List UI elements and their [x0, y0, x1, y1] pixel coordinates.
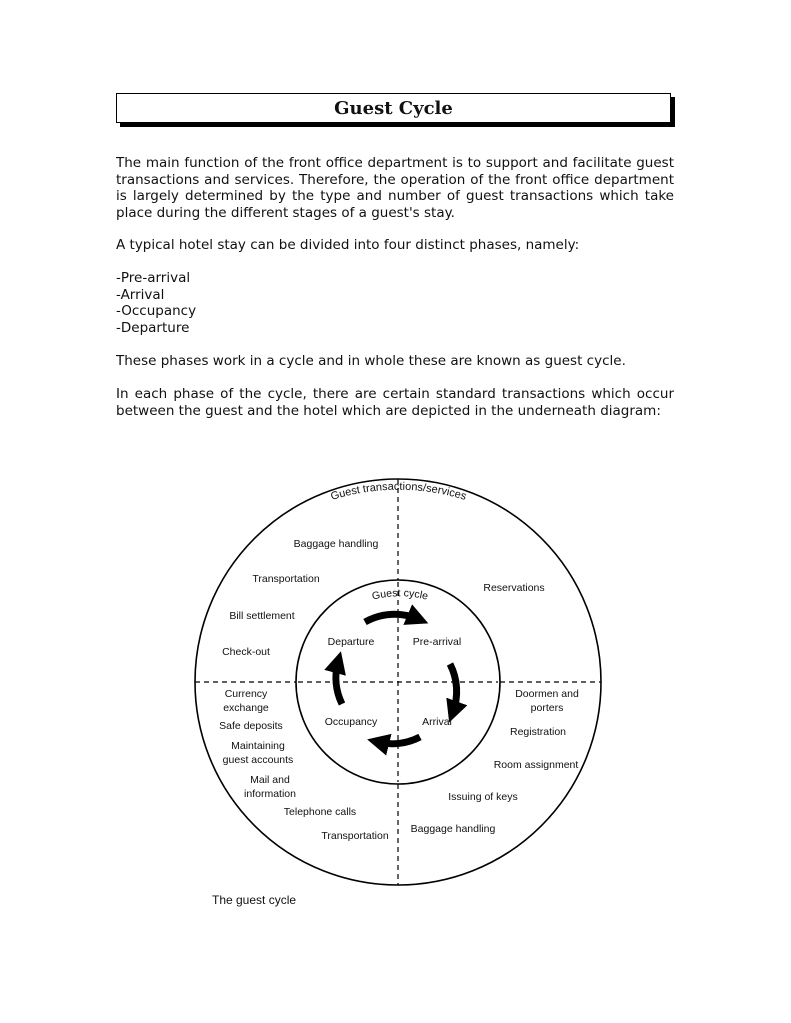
br-porters: porters — [530, 702, 564, 714]
phase-item: -Departure — [116, 320, 190, 337]
bl-telephone-calls: Telephone calls — [283, 806, 357, 818]
tr-reservations: Reservations — [483, 582, 545, 594]
phase-occupancy: Occupancy — [324, 716, 378, 728]
guest-cycle-svg — [120, 462, 680, 922]
tl-bill-settlement: Bill settlement — [229, 610, 295, 622]
tl-baggage-handling: Baggage handling — [293, 538, 379, 550]
phases-intro-paragraph: A typical hotel stay can be divided into four distinct phases, namely: — [116, 237, 580, 253]
bl-maintaining: Maintaining — [231, 740, 285, 752]
diagram-intro-paragraph: In each phase of the cycle, there are certain standard transactions which occur between the guest and the hotel which are depicted in the underneath diagram: — [116, 386, 674, 419]
diagram-caption: The guest cycle — [212, 893, 297, 907]
guest-cycle-diagram — [120, 462, 680, 922]
arrow-occupancy-to-departure — [336, 662, 342, 704]
phase-list — [116, 270, 196, 337]
page-title: Guest Cycle — [334, 97, 453, 119]
br-doormen-and: Doormen and — [515, 688, 579, 700]
phase-item: -Occupancy — [116, 303, 197, 320]
bl-mail-and: Mail and — [250, 774, 290, 786]
bl-exchange: exchange — [223, 702, 269, 714]
br-baggage-handling: Baggage handling — [410, 823, 496, 835]
phase-item: -Arrival — [116, 286, 165, 303]
arrow-prearrival-to-arrival — [450, 664, 457, 712]
bl-currency: Currency — [224, 688, 268, 700]
br-issuing-of-keys: Issuing of keys — [448, 791, 518, 803]
br-room-assignment: Room assignment — [493, 759, 579, 771]
bl-safe-deposits: Safe deposits — [219, 720, 283, 732]
bl-information: information — [244, 788, 296, 800]
arrow-departure-to-prearrival — [365, 614, 418, 622]
title-box — [116, 93, 671, 123]
cycle-note-paragraph: These phases work in a cycle and in whole these are known as guest cycle. — [116, 353, 626, 369]
bl-transportation: Transportation — [321, 830, 389, 842]
arrow-arrival-to-occupancy — [378, 737, 420, 744]
phase-arrival: Arrival — [422, 716, 452, 728]
outer-ring-label: Guest transactions/services — [329, 480, 468, 503]
bl-guest-accounts: guest accounts — [222, 754, 294, 766]
intro-paragraph: The main function of the front office department is to support and facilitate guest transactions and services. Therefore, the operation of the front office department is largely determined by the type and number of guest transactions which take place during the different stages of a guest's stay. — [116, 155, 674, 222]
inner-ring-label: Guest cycle — [370, 587, 430, 603]
br-registration: Registration — [509, 726, 567, 738]
phase-pre-arrival: Pre-arrival — [412, 636, 462, 648]
tl-check-out: Check-out — [222, 646, 270, 658]
phase-item: -Pre-arrival — [116, 270, 191, 286]
phase-departure: Departure — [327, 636, 375, 648]
tl-transportation: Transportation — [252, 573, 320, 585]
